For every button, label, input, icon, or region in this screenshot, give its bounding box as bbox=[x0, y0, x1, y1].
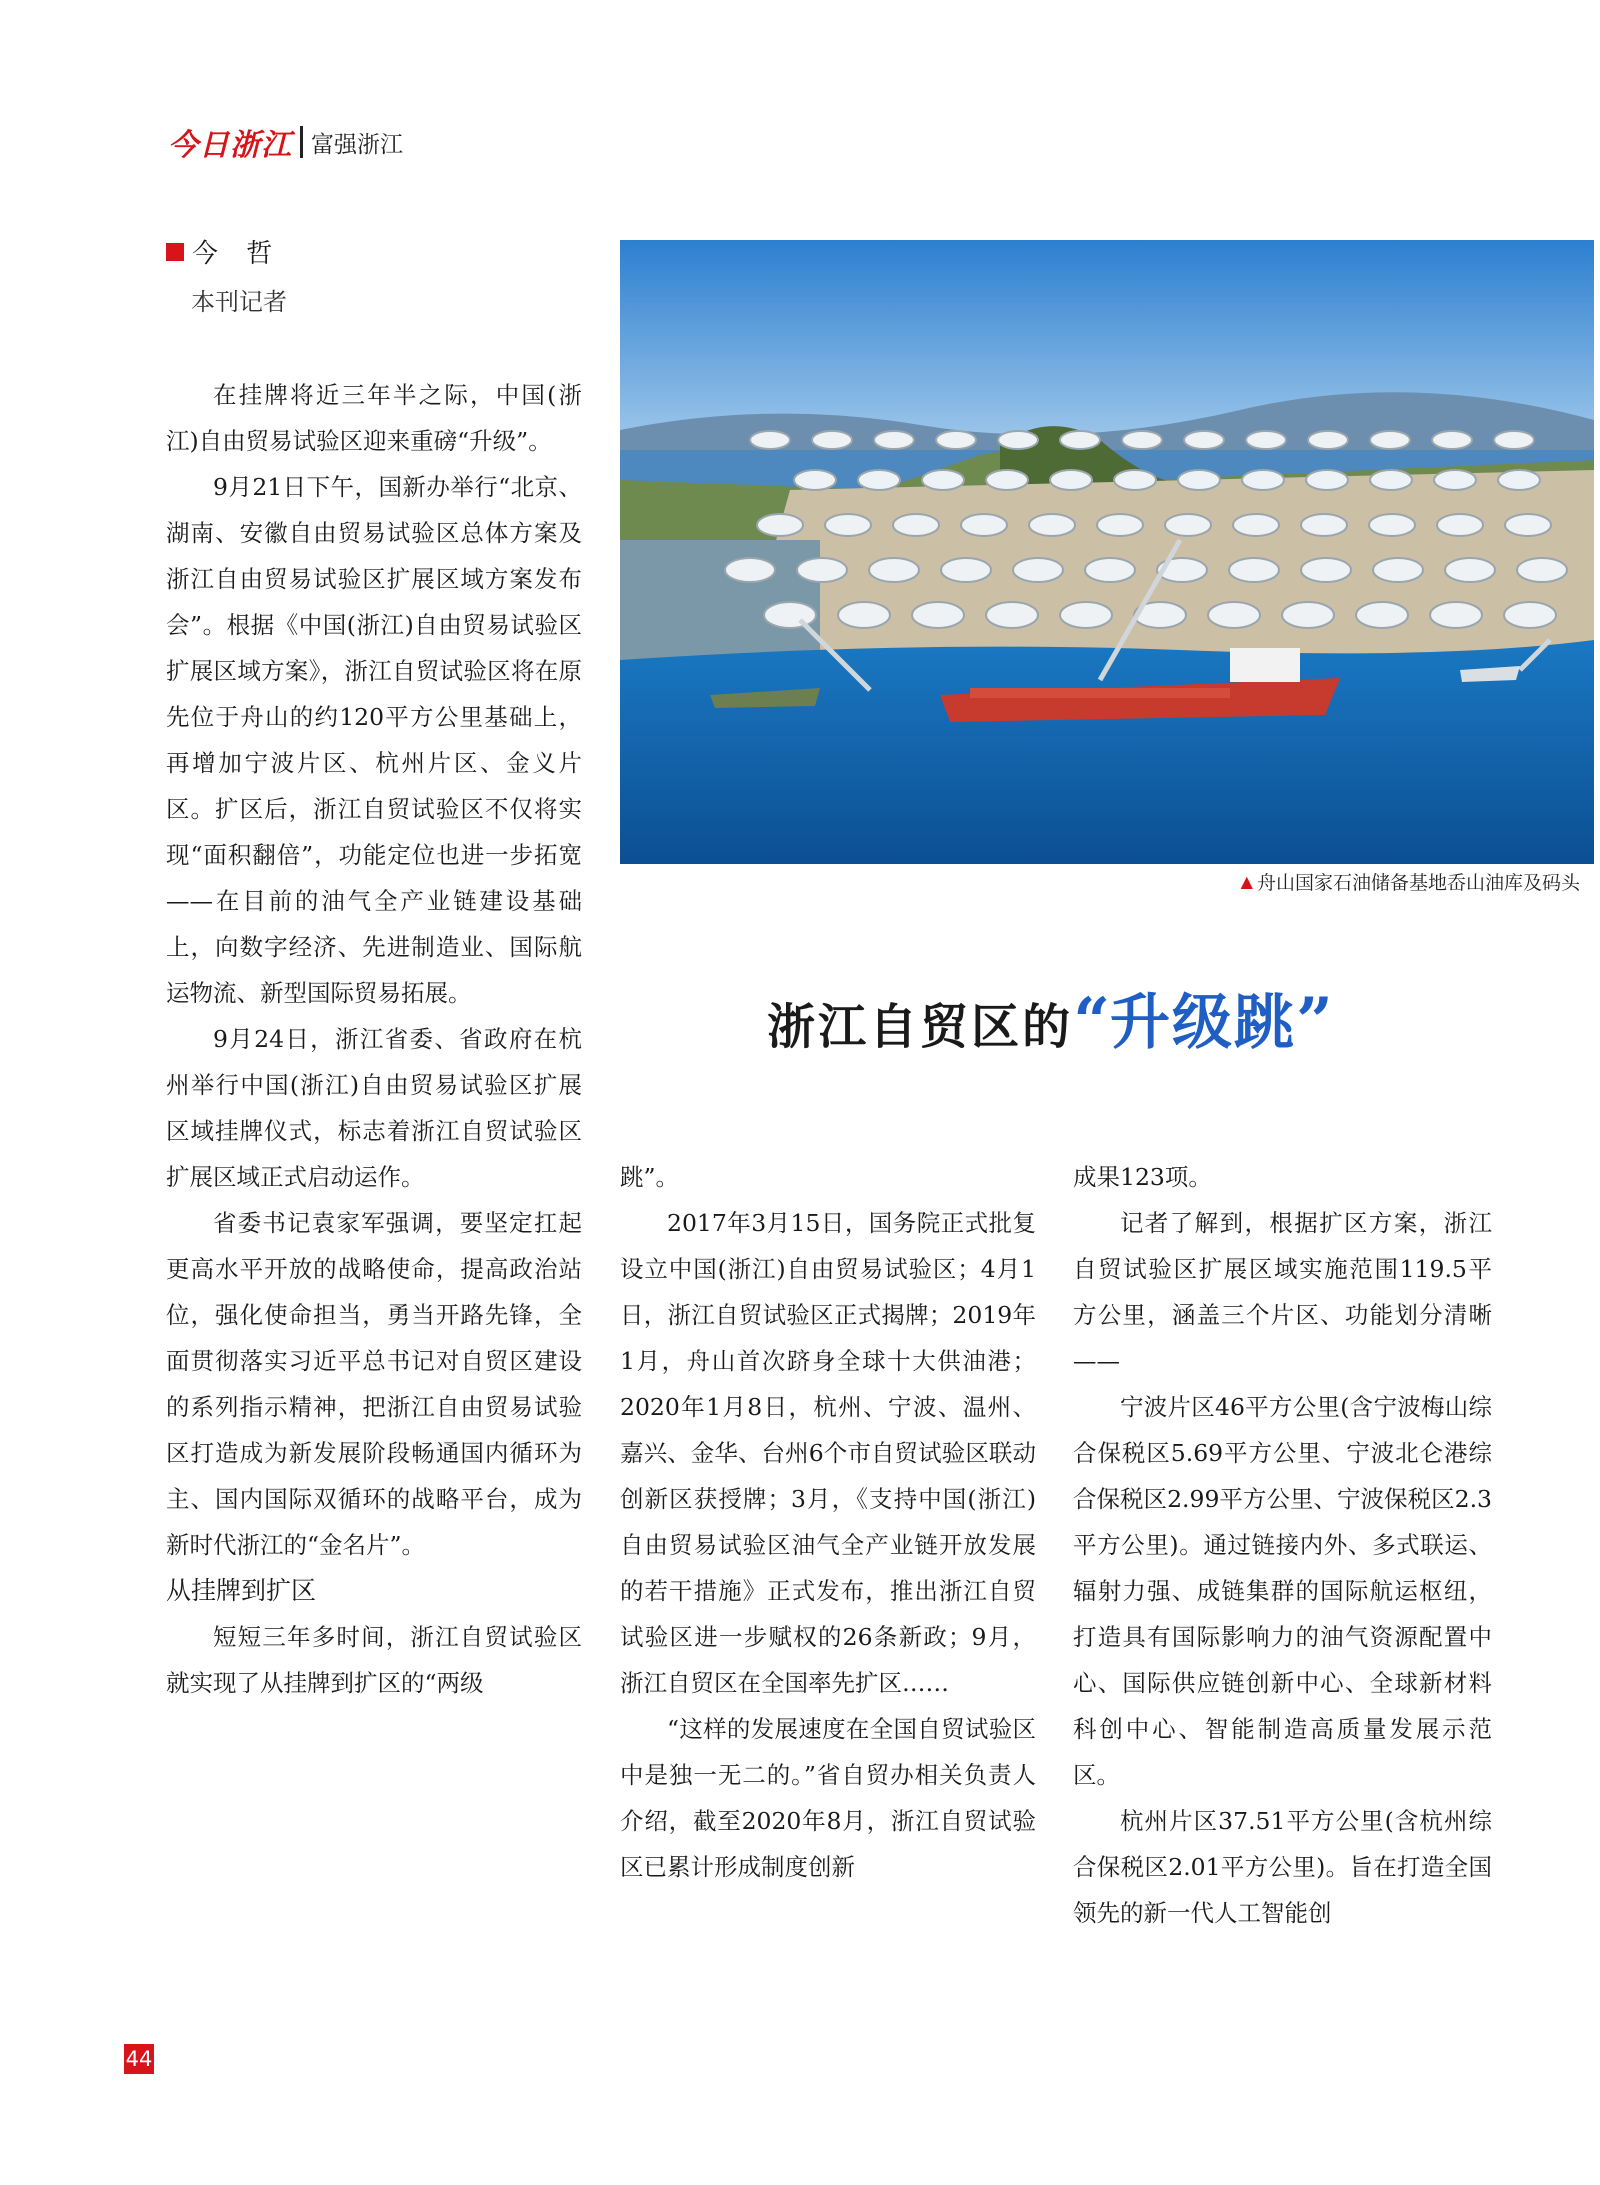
oil-tank-icon bbox=[1178, 470, 1220, 490]
oil-tank-icon bbox=[1229, 558, 1279, 582]
oil-tank-icon bbox=[998, 431, 1038, 449]
headline-close-quote: ” bbox=[1296, 984, 1333, 1059]
headline-main: 浙江自贸区的 bbox=[767, 999, 1074, 1055]
oil-tank-icon bbox=[1097, 514, 1143, 536]
paragraph: 宁波片区46平方公里(含宁波梅山综合保税区5.69平方公里、宁波北仑港综合保税区2.99平方公里、宁波保税区2.3平方公里)。通过链接内外、多式联运、辐射力强、成链集群的国际航运枢纽，打造具有国际影响力的油气资源配置中心、国际供应链创新中心、全球新材料科创中心、智能制造高质量发展示范区。 bbox=[1073, 1393, 1492, 1789]
oil-tank-icon bbox=[794, 470, 836, 490]
oil-tank-icon bbox=[1301, 514, 1347, 536]
oil-tank-icon bbox=[1242, 470, 1284, 490]
page-number: 44 bbox=[124, 2044, 154, 2074]
oil-tank-icon bbox=[1432, 431, 1472, 449]
photo-caption-bar bbox=[620, 864, 1594, 898]
oil-tank-icon bbox=[1373, 558, 1423, 582]
oil-tank-icon bbox=[838, 602, 890, 628]
oil-tank-icon bbox=[725, 558, 775, 582]
oil-tank-icon bbox=[1114, 470, 1156, 490]
oil-tank-icon bbox=[922, 470, 964, 490]
oil-tank-icon bbox=[1356, 602, 1408, 628]
oil-tank-icon bbox=[941, 558, 991, 582]
oil-tank-icon bbox=[797, 558, 847, 582]
oil-tank-icon bbox=[1370, 431, 1410, 449]
paragraph: 9月21日下午，国新办举行“北京、湖南、安徽自由贸易试验区总体方案及浙江自由贸易试验区扩展区域方案发布会”。根据《中国(浙江)自由贸易试验区扩展区域方案》，浙江自贸试验区将在原先位于舟山的约120平方公里基础上，再增加宁波片区、杭州片区、金义片区。扩区后，浙江自贸试验区不仅将实现“面积翻倍”，功能定位也进一步拓宽——在目前的油气全产业链建设基础上，向数字经济、先进制造业、国际航运物流、新型国际贸易拓展。 bbox=[166, 473, 582, 1007]
masthead bbox=[168, 122, 403, 162]
paragraph: 短短三年多时间，浙江自贸试验区就实现了从挂牌到扩区的“两级 bbox=[166, 1623, 582, 1697]
oil-tank-icon bbox=[764, 602, 816, 628]
oil-tank-icon bbox=[869, 558, 919, 582]
oil-tank-icon bbox=[1013, 558, 1063, 582]
oil-tank-icon bbox=[1430, 602, 1482, 628]
paragraph: 2017年3月15日，国务院正式批复设立中国(浙江)自由贸易试验区；4月1日，浙江自贸试验区正式揭牌；2019年1月，舟山首次跻身全球十大供油港；2020年1月8日，杭州、宁波、温州、嘉兴、金华、台州6个市自贸试验区联动创新区获授牌；3月，《支持中国(浙江)自由贸易试验区油气全产业链开放发展的若干措施》正式发布，推出浙江自贸试验区进一步赋权的26条新政；9月，浙江自贸区在全国率先扩区…… bbox=[620, 1209, 1036, 1697]
oil-tank-icon bbox=[961, 514, 1007, 536]
headline-open-quote: “ bbox=[1073, 984, 1110, 1059]
oil-tank-icon bbox=[1434, 470, 1476, 490]
oil-tank-icon bbox=[1498, 470, 1540, 490]
oil-tank-icon bbox=[1184, 431, 1224, 449]
paragraph: 杭州片区37.51平方公里(含杭州综合保税区2.01平方公里)。旨在打造全国领先的新一代人工智能创 bbox=[1073, 1807, 1492, 1927]
byline bbox=[166, 233, 282, 270]
photo-caption: 舟山国家石油储备基地岙山油库及码头 bbox=[1256, 871, 1580, 894]
oil-tank-icon bbox=[1369, 514, 1415, 536]
section-subhead: 从挂牌到扩区 bbox=[166, 1576, 317, 1605]
oil-tank-icon bbox=[1437, 514, 1483, 536]
oil-tank-icon bbox=[1306, 470, 1348, 490]
oil-tank-icon bbox=[750, 431, 790, 449]
paragraph: 成果123项。 bbox=[1073, 1163, 1212, 1191]
oil-tank-icon bbox=[1282, 602, 1334, 628]
brand-logo: 今日浙江 bbox=[168, 128, 292, 163]
oil-tank-icon bbox=[1370, 470, 1412, 490]
oil-tank-icon bbox=[1246, 431, 1286, 449]
oil-tank-icon bbox=[1504, 602, 1556, 628]
author-name: 今 哲 bbox=[192, 239, 283, 269]
byline-marker-icon bbox=[166, 243, 184, 261]
oil-tank-icon bbox=[1517, 558, 1567, 582]
paragraph: 跳”。 bbox=[620, 1163, 680, 1191]
oil-tank-icon bbox=[893, 514, 939, 536]
oil-tank-icon bbox=[1494, 431, 1534, 449]
paragraph: “这样的发展速度在全国自贸试验区中是独一无二的。”省自贸办相关负责人介绍，截至2020年8月，浙江自贸试验区已累计形成制度创新 bbox=[620, 1715, 1036, 1881]
paragraph: 在挂牌将近三年半之际，中国(浙江)自由贸易试验区迎来重磅“升级”。 bbox=[166, 381, 582, 455]
oil-tank-icon bbox=[1505, 514, 1551, 536]
section-name: 富强浙江 bbox=[311, 131, 403, 158]
oil-tank-icon bbox=[1165, 514, 1211, 536]
oil-tank-icon bbox=[1308, 431, 1348, 449]
oil-tank-icon bbox=[812, 431, 852, 449]
oil-tank-icon bbox=[1029, 514, 1075, 536]
oil-tank-icon bbox=[1301, 558, 1351, 582]
article-column-3 bbox=[1073, 1154, 1492, 1936]
port-photo bbox=[620, 240, 1594, 898]
paragraph: 记者了解到，根据扩区方案，浙江自贸试验区扩展区域实施范围119.5平方公里，涵盖三个片区、功能划分清晰—— bbox=[1073, 1209, 1492, 1375]
masthead-divider bbox=[300, 126, 303, 158]
article-column-2 bbox=[620, 1154, 1036, 1890]
oil-tank-icon bbox=[1085, 558, 1135, 582]
oil-tank-icon bbox=[986, 470, 1028, 490]
oil-tank-icon bbox=[1060, 602, 1112, 628]
oil-tank-icon bbox=[825, 514, 871, 536]
author-role: 本刊记者 bbox=[191, 288, 287, 316]
headline-accent: 升级跳 bbox=[1110, 988, 1296, 1058]
oil-tank-icon bbox=[858, 470, 900, 490]
paragraph: 9月24日，浙江省委、省政府在杭州举行中国(浙江)自由贸易试验区扩展区域挂牌仪式，标志着浙江自贸试验区扩展区域正式启动运作。 bbox=[166, 1025, 582, 1191]
caption-triangle-icon: ▲ bbox=[1240, 871, 1253, 891]
oil-tank-icon bbox=[1233, 514, 1279, 536]
oil-tank-icon bbox=[1445, 558, 1495, 582]
oil-tank-icon bbox=[1122, 431, 1162, 449]
article-headline bbox=[0, 975, 1600, 1061]
oil-tank-icon bbox=[1060, 431, 1100, 449]
oil-tank-icon bbox=[986, 602, 1038, 628]
oil-depot-image bbox=[620, 240, 1594, 898]
oil-tank-icon bbox=[757, 514, 803, 536]
oil-tank-icon bbox=[1208, 602, 1260, 628]
oil-tank-icon bbox=[912, 602, 964, 628]
oil-tank-icon bbox=[1050, 470, 1092, 490]
oil-tank-icon bbox=[874, 431, 914, 449]
paragraph: 省委书记袁家军强调，要坚定扛起更高水平开放的战略使命，提高政治站位，强化使命担当，勇当开路先锋，全面贯彻落实习近平总书记对自贸区建设的系列指示精神，把浙江自由贸易试验区打造成为新发展阶段畅通国内循环为主、国内国际双循环的战略平台，成为新时代浙江的“金名片”。 bbox=[166, 1209, 582, 1559]
oil-tank-icon bbox=[936, 431, 976, 449]
